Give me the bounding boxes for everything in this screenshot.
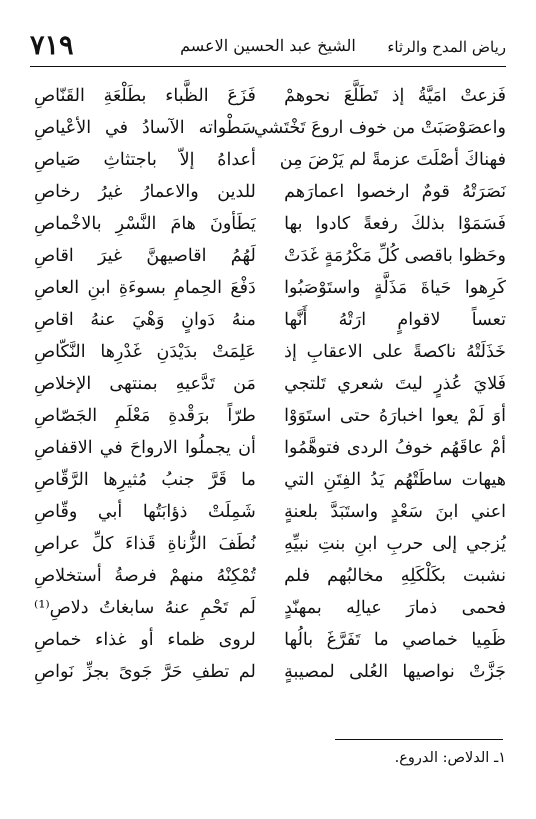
second-hemistich: تُمْكِنْهُ منهمْ فرصةُ أستخلاصِ — [34, 566, 256, 586]
second-hemistich: لَهُمُ اقاصيهنَّ غيرَ اقاصِ — [34, 246, 256, 266]
second-hemistich: أعداهُ إلاّ باجتثاثِ صَياصِ — [34, 150, 256, 170]
verse-line — [34, 368, 506, 400]
first-hemistich: أمْ عاقَهُم خوفُ الردى فتوهَّمُوا — [284, 438, 506, 458]
first-hemistich: تعساً لاقوامٍ ارَتْهُ أَنَّها — [284, 310, 506, 330]
first-hemistich: أوَ لَمْ يعوا اخبارَهُ حتى استَوَوْا — [284, 406, 506, 426]
verse-line — [34, 432, 506, 464]
page-header — [30, 30, 506, 66]
verse-line — [34, 80, 506, 112]
second-hemistich: طرّاً برَقْدةِ مَعْلَمِ الجَصّاصِ — [34, 406, 256, 426]
header-rule — [30, 66, 506, 67]
first-hemistich: يُزجي إلى حربِ ابنِ بنتِ نبيِّهِ — [284, 534, 506, 554]
verse-line — [34, 304, 506, 336]
first-hemistich: خَذَلَتْهُ ناكصةً على الاعقابِ إذ — [284, 342, 506, 362]
verse-line — [34, 176, 506, 208]
author-name: الشيخ عبد الحسين الاعسم — [180, 36, 356, 55]
verse-line — [34, 464, 506, 496]
verse-line — [34, 624, 506, 656]
verse-line — [34, 560, 506, 592]
second-hemistich: لروى ظماء أو غذاء خماصِ — [34, 630, 256, 650]
verse-line — [34, 656, 506, 688]
second-hemistich: عَلِمَتْ بدَيْدَنِ غَدْرِها النَّكّاصِ — [34, 342, 256, 362]
first-hemistich: نشبت بكَلْكَلِهِ مخالبُهم فلم — [284, 566, 506, 586]
second-hemistich: نُطَفَ الزُّناةِ قَذاءَ كلِّ عراصِ — [34, 534, 256, 554]
verse-line — [34, 112, 506, 144]
second-hemistich: فَزَعَ الظَّباء بطَلْعَةِ القَنّاصِ — [34, 86, 256, 106]
second-hemistich: أن يجملُوا الارواحَ في الاقفاصِ — [34, 438, 256, 458]
first-hemistich: واعصَوْصَبَتْ من خوف اروعَ تَخْتَشي — [253, 118, 506, 138]
verse-line — [34, 528, 506, 560]
first-hemistich: فَزعتْ امَيَّةُ إذ تَطَلَّعَ نحوهمْ — [284, 86, 506, 106]
verse-line — [34, 272, 506, 304]
second-hemistich: ما قَرَّ جنبُ مُثيرِها الرَّقّاصِ — [34, 470, 256, 490]
first-hemistich: فهناكَ أصْلَتَ عزمةً لم يَرْضَ مِن — [279, 150, 506, 170]
second-hemistich: سَطْواته الآسادُ في الأعْياصِ — [34, 118, 256, 138]
second-hemistich: لَم تَحْمِ عنهُ سابغاتُ دلاصِ⁽¹⁾ — [34, 598, 256, 618]
first-hemistich: فحمى ذمارَ عيالِه بمهنّدٍ — [284, 598, 506, 618]
second-hemistich: للدين والاعمارُ غيرُ رخاصِ — [34, 182, 256, 202]
first-hemistich: وحَظوا باقصى كُلِّ مَكْرُمَةٍ غَدَتْ — [284, 246, 506, 266]
first-hemistich: ظَمِيا خماصي ما تَفَرَّغَ بالُها — [284, 630, 506, 650]
footnote-rule — [335, 739, 503, 740]
verse-line — [34, 240, 506, 272]
first-hemistich: جَزَّتْ نواصيها العُلى لمصيبةٍ — [284, 662, 506, 682]
verse-line — [34, 400, 506, 432]
first-hemistich: نَصَرَتْهُ قومٌ ارخصوا اعمارَهم — [284, 182, 506, 202]
verse-line — [34, 208, 506, 240]
verse-line — [34, 496, 506, 528]
first-hemistich: فَلايَ عُذرٍ ليتَ شعري تَلتجي — [284, 374, 506, 394]
verse-line — [34, 592, 506, 624]
first-hemistich: فَسَمَوْا بذلكَ رفعةً كادوا بها — [284, 214, 506, 234]
verse-line — [34, 336, 506, 368]
second-hemistich: دَفْعَ الحِمامِ بسوءَةِ ابنِ العاصِ — [34, 278, 256, 298]
first-hemistich: كَرِهوا حَياةَ مَذَلَّةٍ واستَوْصَبُوا — [284, 278, 506, 298]
second-hemistich: شَمِلَتْ ذؤابَتُها أبي وقّاصِ — [34, 502, 256, 522]
page-number: ٧١٩ — [30, 30, 74, 61]
first-hemistich: هيهات ساطَتْهُم يَدُ الفِتَنِ التي — [284, 470, 506, 490]
second-hemistich: مَن تَدَّعيهِ بمنتهى الإخلاصِ — [34, 374, 256, 394]
poem-body — [34, 80, 506, 720]
book-title: رياض المدح والرثاء — [387, 38, 506, 56]
verse-line — [34, 144, 506, 176]
first-hemistich: اعني ابنَ سَعْدٍ واستَبَدَّ بلعنةٍ — [284, 502, 506, 522]
second-hemistich: منهُ دَوانٍ وَهْيَ عنهُ اقاصِ — [34, 310, 256, 330]
footnote: ١ـ الدلاص: الدروع. — [394, 750, 506, 766]
second-hemistich: يَطَأونَ هامَ النَّسْرِ بالاخْماصِ — [34, 214, 256, 234]
second-hemistich: لم تطفِ حَرَّ جَوىً بجزِّ نَواصِ — [34, 662, 256, 682]
